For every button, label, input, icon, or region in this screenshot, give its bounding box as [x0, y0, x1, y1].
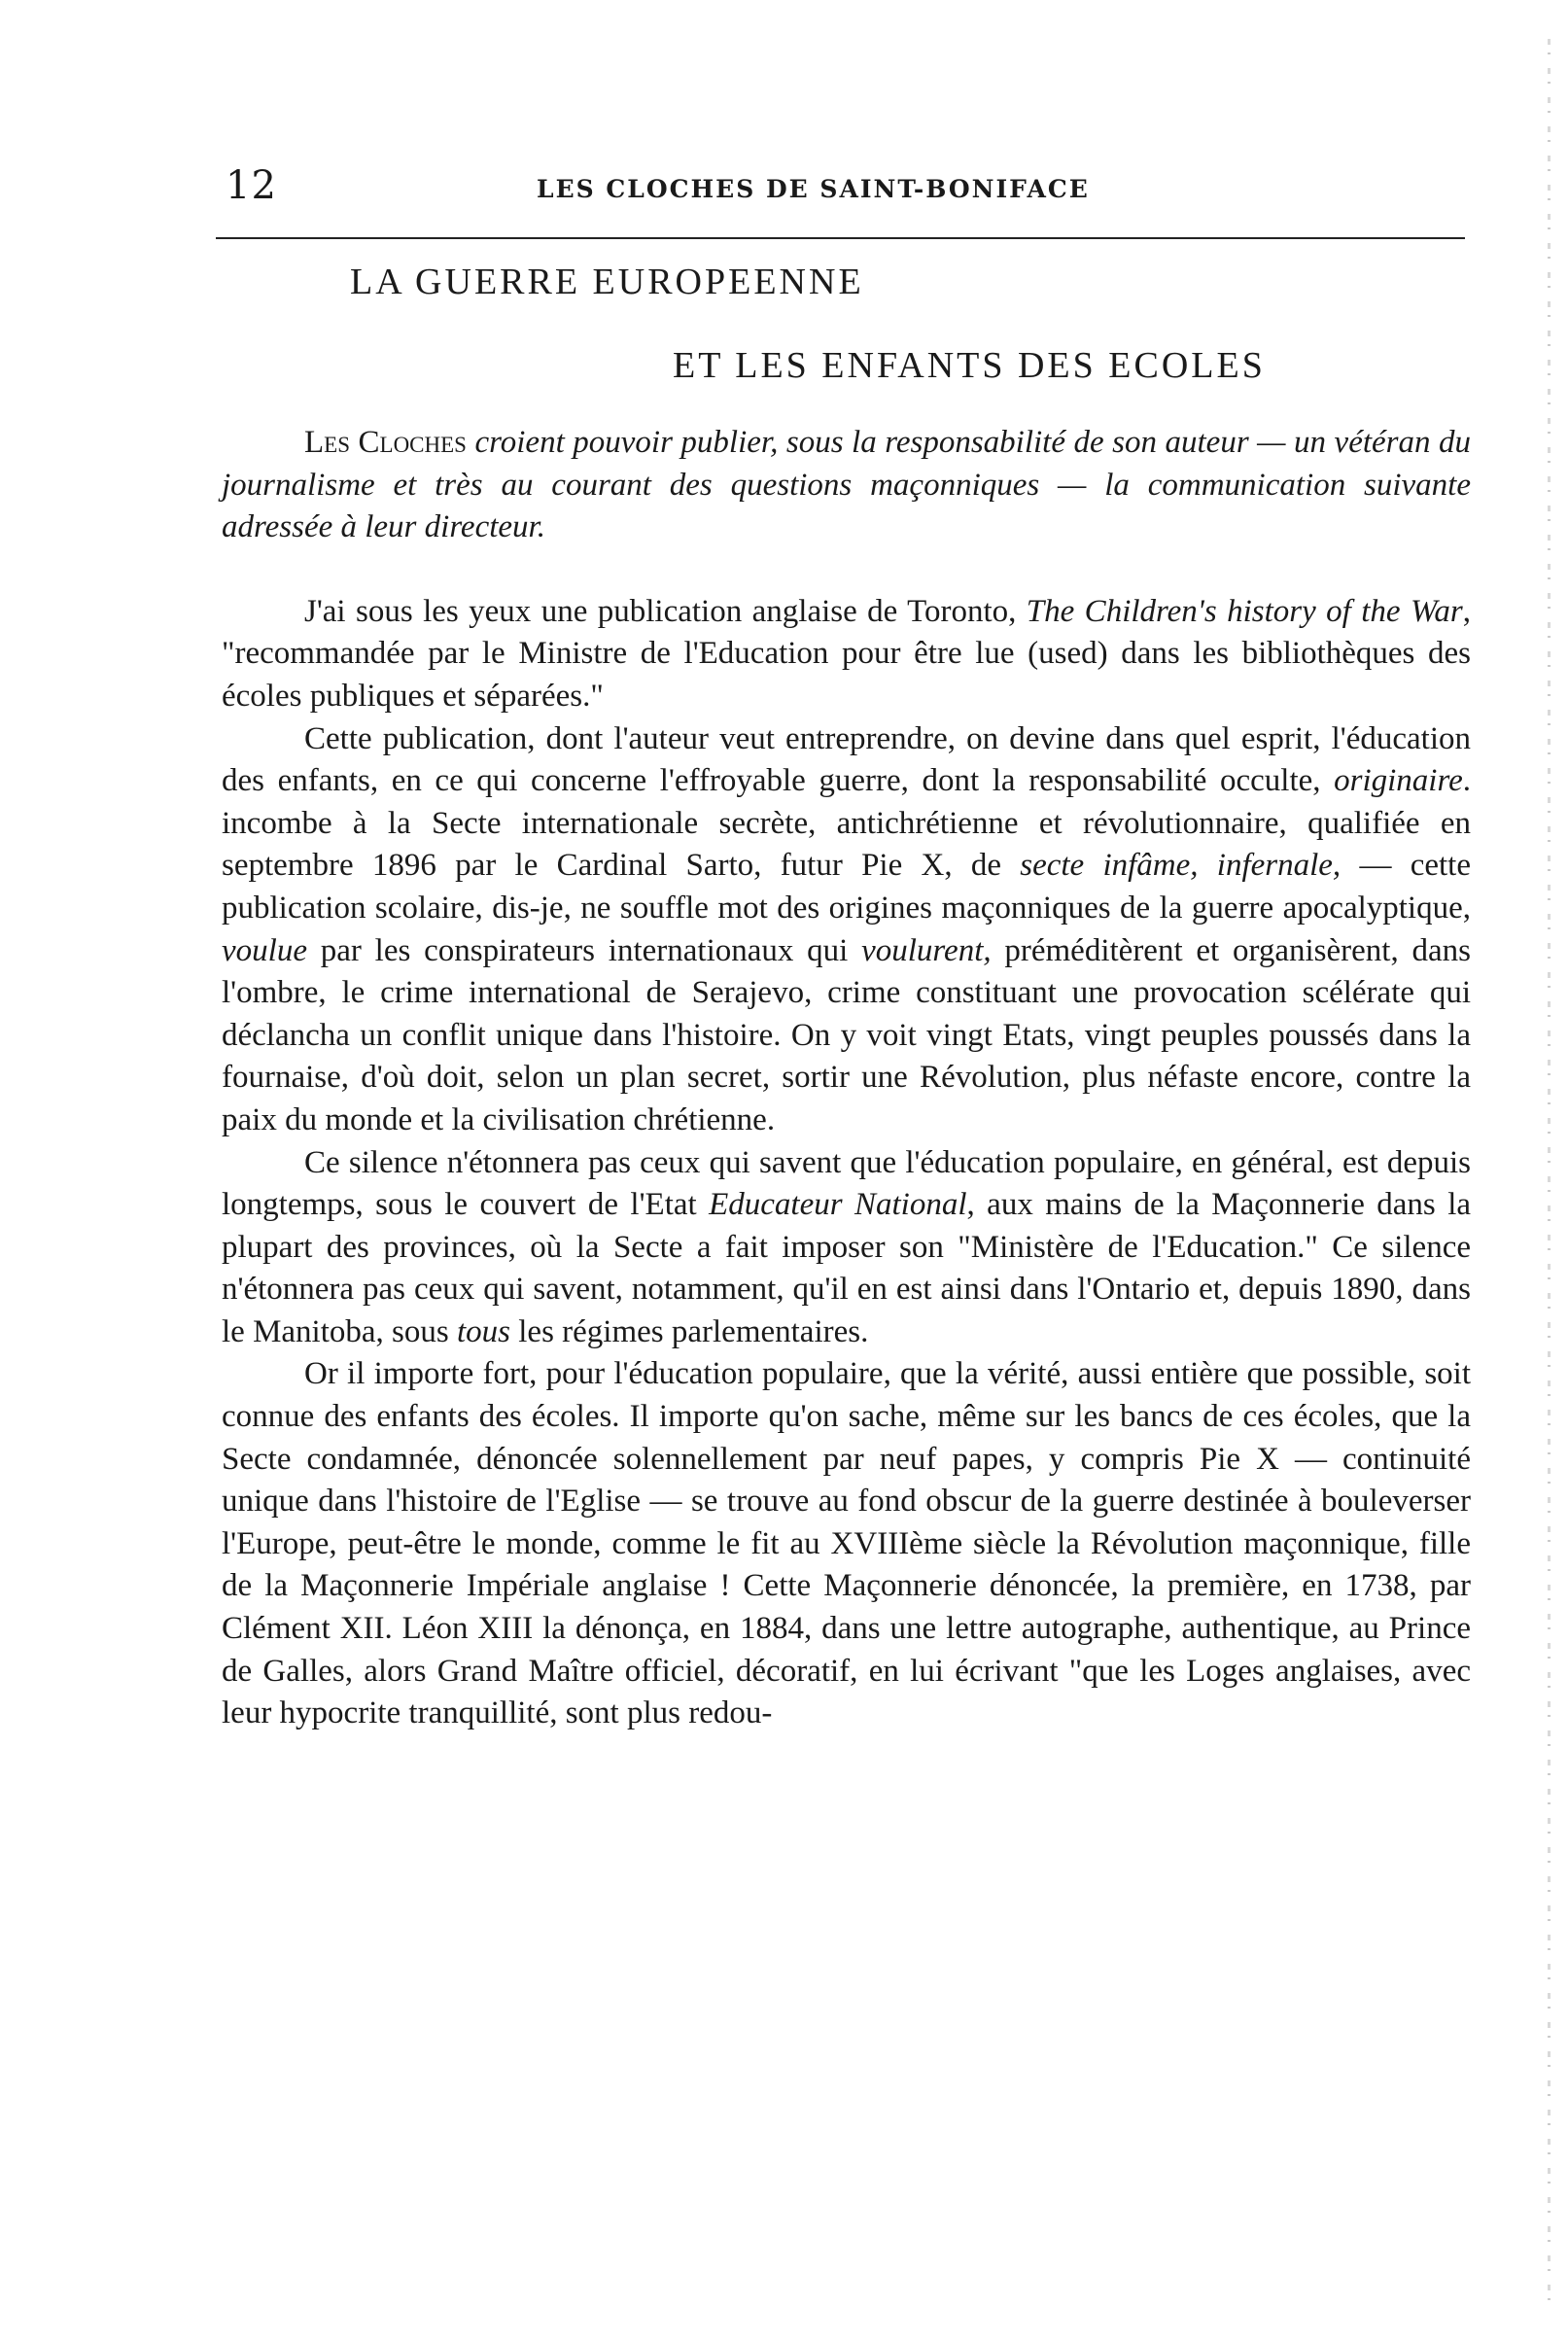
p2-text-d: par les conspirateurs internationaux qui: [306, 932, 862, 968]
p2-text-e: préméditèrent et organisèrent, dans l'ombre, le crime international de Serajevo, crime constituant une provocation scélérate qui déclancha un conflit unique dans l'histoire. On y voit vingt Etats, vingt peuples poussés dans la fournaise, d'où doit, selon un plan secret, sortir une Révolution, plus néfaste encore, contre la paix du monde et la civilisation chrétienne.: [222, 932, 1471, 1137]
paragraph-4: [222, 1353, 1471, 1734]
p2-text-a: Cette publication, dont l'auteur veut entreprendre, on devine dans quel esprit, l'éducation des enfants, en ce qui concerne l'effroyable guerre, dont la responsabilité occulte,: [222, 720, 1471, 799]
paragraph-1: [222, 591, 1471, 718]
intro-paragraph: [222, 422, 1471, 549]
p1-text-b: , "recommandée par le Ministre de l'Education pour être lue (used) dans les bibliothèques des écoles publiques et séparées.": [222, 593, 1472, 714]
intro-lead: Les Cloches: [304, 425, 467, 460]
running-head: LES CLOCHES DE SAINT-BONIFACE: [537, 175, 1090, 203]
p2-italic-1: originaire: [1334, 763, 1463, 799]
p1-text-a: J'ai sous les yeux une publication anglaise de Toronto,: [304, 593, 1027, 629]
page-number: 12: [226, 163, 277, 208]
p3-text-a: Ce silence n'étonnera pas ceux qui savent que l'éducation populaire, en général, est depuis longtemps, sous le couvert de l'Etat: [222, 1144, 1471, 1223]
p3-italic-1: Educateur National: [709, 1187, 967, 1223]
article-body: [222, 422, 1471, 1735]
p2-italic-3: voulue: [222, 932, 307, 968]
scan-edge-decoration: [1548, 39, 1551, 2304]
p3-italic-2: tous: [456, 1313, 510, 1349]
p2-text-b: . incombe à la Secte internationale secrète, antichrétienne et révolutionnaire, qualifiée en septembre 1896 par le Cardinal Sarto, futur Pie X, de: [222, 763, 1471, 884]
paragraph-3: [222, 1142, 1471, 1354]
article-title-line-1: LA GUERRE EUROPEENNE: [350, 262, 864, 302]
p3-text-b: , aux mains de la Maçonnerie dans la plupart des provinces, où la Secte a fait imposer son "Ministère de l'Education." Ce silence n'étonnera pas ceux qui savent, notamment, qu'il en est ainsi dans l'Ontario et, depuis 1890, dans le Manitoba, sous: [222, 1187, 1472, 1349]
p1-book-title: The Children's history of the War: [1026, 593, 1463, 629]
p2-italic-2: secte infâme, infernale,: [1020, 848, 1342, 884]
p2-italic-4: voulurent,: [861, 932, 992, 968]
page-header: [226, 163, 1460, 222]
article-title-line-2: ET LES ENFANTS DES ECOLES: [673, 345, 1266, 386]
p4-text: Or il importe fort, pour l'éducation populaire, que la vérité, aussi entière que possible, soit connue des enfants des écoles. Il importe qu'on sache, même sur les bancs de ces écoles, que la Secte condamnée, dénoncée solennellement par neuf papes, y compris Pie X — continuité unique dans l'histoire de l'Eglise — se trouve au fond obscur de la guerre destinée à bouleverser l'Europe, peut-être le monde, comme le fit au XVIIIème siècle la Révolution maçonnique, fille de la Maçonnerie Impériale anglaise ! Cette Maçonnerie dénoncée, la première, en 1738, par Clément XII. Léon XIII la dénonça, en 1884, dans une lettre autographe, authentique, au Prince de Galles, alors Grand Maître officiel, décoratif, en lui écrivant "que les Loges anglaises, avec leur hypocrite tranquillité, sont plus redou-: [222, 1356, 1471, 1731]
paragraph-2: [222, 718, 1471, 1142]
intro-text: croient pouvoir publier, sous la responsabilité de son auteur — un vétéran du journalisme et très au courant des questions maçonniques — la communication suivante adressée à leur directeur.: [222, 425, 1472, 545]
header-rule: [216, 237, 1465, 239]
p2-text-c: — cette publication scolaire, dis-je, ne souffle mot des origines maçonniques de la guerre apocalyptique,: [222, 848, 1471, 926]
p3-text-c: les régimes parlementaires.: [510, 1313, 869, 1349]
